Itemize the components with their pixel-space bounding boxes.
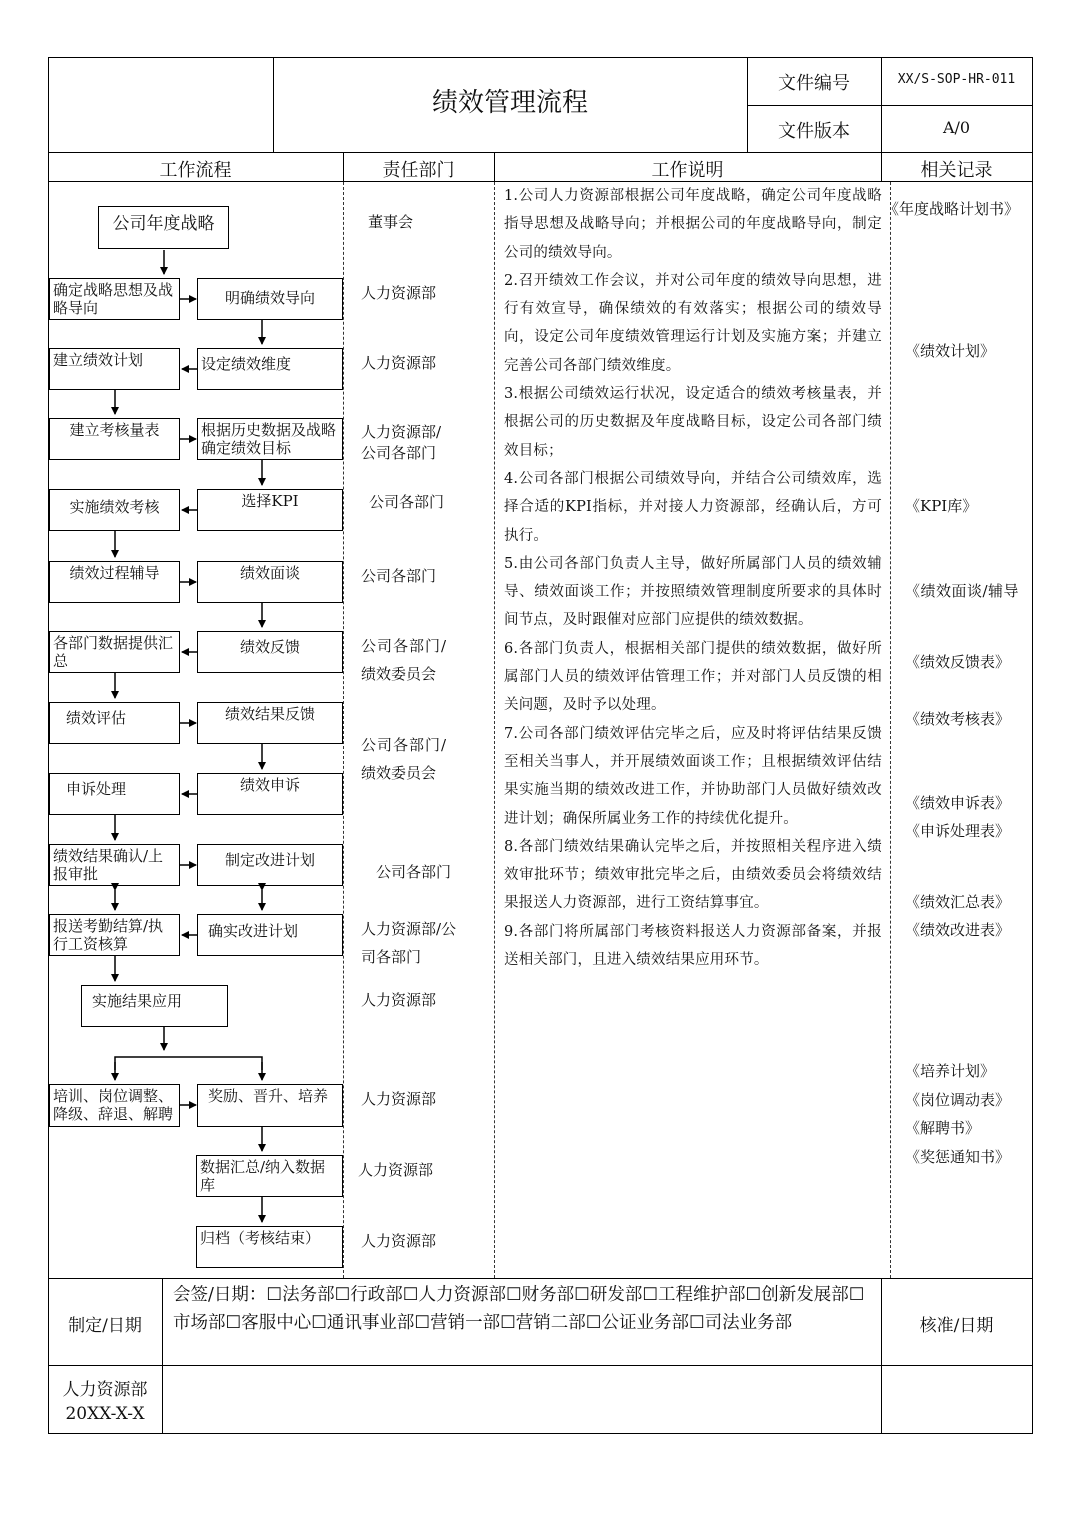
version-value: A/0 xyxy=(942,118,971,137)
dept-all-3: 公司各部门 xyxy=(376,863,452,881)
doc-no-label: 文件编号 xyxy=(778,73,850,94)
record-appeal-handling: 《申诉处理表》 xyxy=(905,822,1011,840)
col-header-desc: 工作说明 xyxy=(651,160,724,181)
record-interview: 《绩效面谈/辅导 xyxy=(905,582,1020,600)
document-title: 绩效管理流程 xyxy=(431,88,588,118)
flow-box-appeal-handling: 申诉处理 xyxy=(49,773,180,815)
dept-hr-all-b: 公司各部门 xyxy=(361,444,437,462)
record-performance-plan: 《绩效计划》 xyxy=(905,342,996,360)
flow-box-feedback: 绩效反馈 xyxy=(197,631,343,673)
record-summary: 《绩效汇总表》 xyxy=(905,893,1011,911)
desc-step-9: 9.各部门将所属部门考核资料报送人力资源部备案，并报送相关部门，且进入绩效结果应用环节。 xyxy=(504,923,882,969)
dept-hr-all2-a: 人力资源部/公 xyxy=(361,920,457,938)
flow-box-result-feedback: 绩效结果反馈 xyxy=(197,702,343,744)
col-header-flow: 工作流程 xyxy=(159,160,232,181)
desc-step-6: 6.各部门负责人，根据相关部门提供的绩效数据，做好所属部门人员的绩效评估管理工作；并对部门人员反馈的相关问题，及时予以处理。 xyxy=(504,640,882,714)
footer-countersign: 会签/日期：☐法务部☐行政部☐人力资源部☐财务部☐研发部☐工程维护部☐创新发展部☐市场部☐客服中心☐通讯事业部☐营销一部☐营销二部☐公证业务部☐司法业务部 xyxy=(173,1285,865,1333)
dept-committee-2a: 公司各部门/ xyxy=(361,736,448,754)
flow-box-result-confirmation: 绩效结果确认/上报审批 xyxy=(49,844,180,886)
record-appeal: 《绩效申诉表》 xyxy=(905,794,1011,812)
record-feedback: 《绩效反馈表》 xyxy=(905,653,1011,671)
work-description xyxy=(504,182,882,974)
flow-box-build-scale: 建立考核量表 xyxy=(49,418,180,460)
record-reward-notice: 《奖惩通知书》 xyxy=(905,1148,1011,1166)
flow-box-data-archive: 数据汇总/纳入数据库 xyxy=(196,1155,343,1197)
col-header-records: 相关记录 xyxy=(920,160,993,181)
flow-box-training-dismissal: 培训、岗位调整、降级、辞退、解聘 xyxy=(49,1084,180,1127)
dept-board: 董事会 xyxy=(368,213,414,231)
desc-step-1: 1.公司人力资源部根据公司年度战略，确定公司年度战略指导思想及战略导向；并根据公司的年度战略导向，制定公司的绩效导向。 xyxy=(504,188,882,261)
dept-all-1: 公司各部门 xyxy=(369,493,445,511)
dept-hr-1: 人力资源部 xyxy=(361,284,437,302)
record-strategy-plan: 《年度战略计划书》 xyxy=(884,200,1020,218)
flow-box-improvement-plan: 制定改进计划 xyxy=(197,844,343,886)
flow-box-data-summary: 各部门数据提供汇总 xyxy=(49,631,180,673)
flow-box-strategy-direction: 确定战略思想及战略导向 xyxy=(49,278,180,320)
dept-hr-all-a: 人力资源部/ xyxy=(361,423,442,441)
record-training-plan: 《培养计划》 xyxy=(905,1062,996,1080)
flow-box-implement-assessment: 实施绩效考核 xyxy=(49,489,180,531)
flow-box-interview: 绩效面谈 xyxy=(197,561,343,603)
dept-committee-1a: 公司各部门/ xyxy=(361,637,448,655)
doc-no-value: XX/S-SOP-HR-011 xyxy=(897,72,1016,87)
version-label: 文件版本 xyxy=(778,121,850,142)
dept-committee-2b: 绩效委员会 xyxy=(361,764,437,782)
flow-box-reward-promotion: 奖励、晋升、培养 xyxy=(197,1084,343,1127)
desc-step-3: 3.根据公司绩效运行状况，设定适合的绩效考核量表，并根据公司的历史数据及年度战略目标，设定公司各部门绩效目标； xyxy=(504,386,882,459)
record-transfer: 《岗位调动表》 xyxy=(905,1091,1011,1109)
footer-maker: 人力资源部 xyxy=(62,1380,148,1400)
dept-all-2: 公司各部门 xyxy=(361,567,437,585)
desc-step-2: 2.召开绩效工作会议，并对公司年度的绩效导向思想，进行有效宣导，确保绩效的有效落实；根据公司的绩效导向，设定公司年度绩效管理运行计划及实施方案；并建立完善公司各部门绩效维度。 xyxy=(504,272,882,374)
flow-box-implement-improvement: 确实改进计划 xyxy=(197,914,343,956)
dept-hr-3: 人力资源部 xyxy=(361,991,437,1009)
flow-box-set-dimensions: 设定绩效维度 xyxy=(197,348,343,390)
flow-box-process-coaching: 绩效过程辅导 xyxy=(49,561,180,603)
flow-box-evaluation: 绩效评估 xyxy=(49,702,180,744)
col-header-dept: 责任部门 xyxy=(382,160,455,181)
record-dismissal: 《解聘书》 xyxy=(905,1119,981,1137)
record-assessment: 《绩效考核表》 xyxy=(905,710,1011,728)
desc-step-7: 7.公司各部门绩效评估完毕之后，应及时将评估结果反馈至相关当事人，并开展绩效面谈工作；且根据绩效评估结果实施当期的绩效改进工作，并协助部门人员做好绩效改进计划；确保所属业务工作的持续优化提升。 xyxy=(504,725,882,827)
flow-box-build-plan: 建立绩效计划 xyxy=(49,348,180,390)
flow-box-filing: 归档（考核结束） xyxy=(196,1226,343,1268)
branch-line xyxy=(115,1057,262,1070)
dept-hr-4: 人力资源部 xyxy=(361,1090,437,1108)
footer-approve-label: 核准/日期 xyxy=(919,1316,994,1336)
flow-box-apply-results: 实施结果应用 xyxy=(81,985,228,1027)
record-improvement: 《绩效改进表》 xyxy=(905,921,1011,939)
flow-box-payroll: 报送考勤结算/执行工资核算 xyxy=(49,914,180,956)
desc-step-4: 4.公司各部门根据公司绩效导向，并结合公司绩效库，选择合适的KPI指标，并对接人力资源部，经确认后，方可执行。 xyxy=(504,470,882,544)
dept-hr-2: 人力资源部 xyxy=(361,354,437,372)
dept-committee-1b: 绩效委员会 xyxy=(361,665,437,683)
flow-box-select-kpi: 选择KPI xyxy=(197,489,343,531)
desc-step-8: 8.各部门绩效结果确认完毕之后，并按照相关程序进入绩效审批环节；绩效审批完毕之后，由绩效委员会将绩效结果报送人力资源部，进行工资结算事宜。 xyxy=(504,838,882,912)
dept-hr-6: 人力资源部 xyxy=(361,1232,437,1250)
footer-date: 20XX-X-X xyxy=(65,1404,145,1424)
dept-hr-5: 人力资源部 xyxy=(358,1161,434,1179)
flow-box-clarify-orientation: 明确绩效导向 xyxy=(197,278,343,320)
flow-box-strategy: 公司年度战略 xyxy=(98,206,229,249)
flow-box-set-targets: 根据历史数据及战略确定绩效目标 xyxy=(197,418,343,460)
dept-hr-all2-b: 司各部门 xyxy=(361,948,422,966)
desc-step-5: 5.由公司各部门负责人主导，做好所属部门人员的绩效辅导、绩效面谈工作；并按照绩效管理制度所要求的具体时间节点，及时跟催对应部门应提供的绩效数据。 xyxy=(504,555,882,629)
footer-made-label: 制定/日期 xyxy=(68,1316,142,1336)
record-kpi-library: 《KPI库》 xyxy=(905,497,978,515)
flow-box-appeal: 绩效申诉 xyxy=(197,773,343,815)
